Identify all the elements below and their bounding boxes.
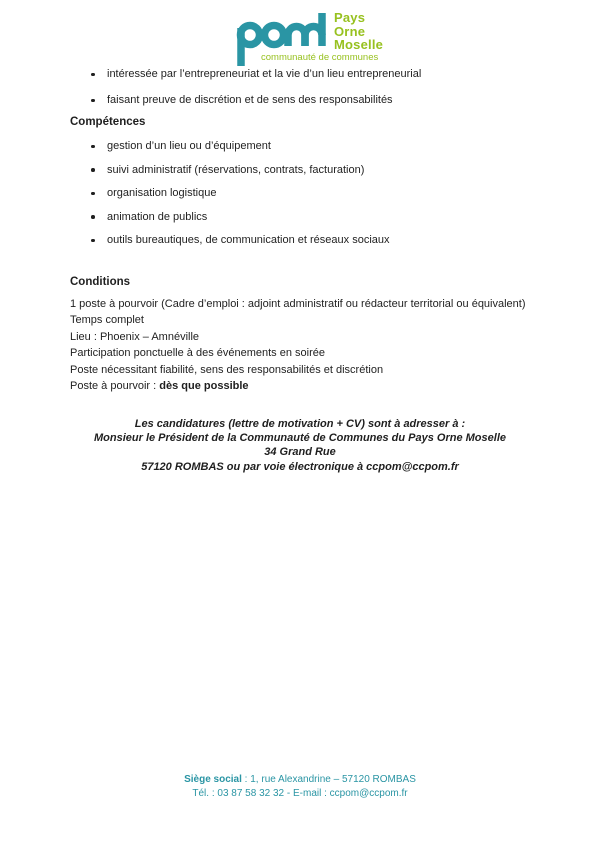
conditions-line: Poste nécessitant fiabilité, sens des responsabilités et discrétion (70, 363, 384, 376)
list-item: suivi administratif (réservations, contrats, facturation) (70, 164, 570, 177)
application-address-block (0, 417, 600, 474)
list-item: animation de publics (70, 211, 570, 224)
conditions-line: Temps complet (70, 314, 144, 327)
conditions-section (70, 296, 570, 394)
competences-section (70, 140, 570, 258)
competences-heading: Compétences (70, 116, 146, 128)
list-item: outils bureautiques, de communication et réseaux sociaux (70, 234, 570, 247)
logo-tagline: communauté de communes (261, 52, 379, 63)
application-line: 34 Grand Rue (264, 446, 336, 459)
logo-name-line: Moselle (334, 37, 384, 52)
footer-siege-rest: : 1, rue Alexandrine – 57120 ROMBAS (241, 774, 416, 785)
list-item: organisation logistique (70, 187, 570, 200)
competences-bullet-list (70, 140, 570, 247)
conditions-line: Lieu : Phoenix – Amnéville (70, 330, 200, 343)
footer-siege-label: Siège social (184, 774, 242, 785)
availability-date: dès que possible (159, 380, 249, 393)
list-item: gestion d’un lieu ou d’équipement (70, 140, 570, 153)
footer-contact-line: Tél. : 03 87 58 32 32 - E-mail : ccpom@ccpom.fr (192, 788, 408, 799)
list-item: intéressée par l’entrepreneuriat et la vie d’un lieu entrepreneurial (70, 68, 570, 81)
intro-section (70, 68, 570, 120)
application-line: 57120 ROMBAS ou par voie électronique à ccpom@ccpom.fr (141, 460, 459, 473)
page-footer (0, 773, 600, 801)
application-line: Les candidatures (lettre de motivation + CV) sont à adresser à : (134, 418, 466, 430)
logo-name-text (334, 11, 383, 52)
pom-logo (232, 8, 396, 70)
logo-name-line: Orne (334, 23, 366, 39)
application-line: Monsieur le Président de la Communauté de Communes du Pays Orne Moselle (94, 432, 506, 445)
list-item: faisant preuve de discrétion et de sens des responsabilités (70, 94, 570, 107)
logo-name-line: Pays (334, 10, 366, 25)
availability-prefix: Poste à pourvoir : (70, 380, 160, 393)
conditions-line-availability (70, 378, 570, 394)
footer-address-line (0, 773, 600, 787)
intro-bullet-list (70, 68, 570, 107)
conditions-line: 1 poste à pourvoir (Cadre d’emploi : adjoint administratif ou rédacteur territorial ou équivalent) (70, 298, 526, 310)
conditions-line: Participation ponctuelle à des événements en soirée (70, 347, 325, 360)
conditions-heading: Conditions (70, 276, 131, 288)
